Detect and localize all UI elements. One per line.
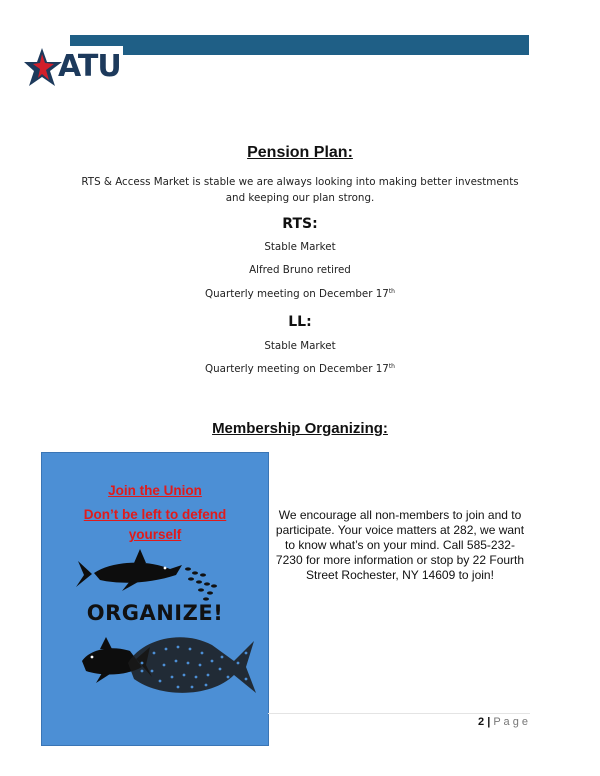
ll-line-meeting [0, 363, 600, 375]
page-number: 2 [478, 716, 485, 728]
pension-plan-heading: Pension Plan: [247, 144, 353, 161]
shark-fish-illustration [42, 453, 268, 745]
shark-top-icon [76, 549, 182, 591]
rts-heading: RTS: [282, 216, 318, 232]
atu-logo [24, 46, 134, 92]
pension-intro: RTS & Access Market is stable we are always looking into making better investments and keeping our plan strong. [81, 176, 519, 204]
poster-line-defend-2: yourself [128, 527, 182, 542]
poster-line-join: Join the Union [108, 483, 202, 498]
big-fish-school-icon [128, 637, 256, 693]
membership-encouragement-text: We encourage all non-members to join and to participate. Your voice matters at 282, we want to know what’s on your mind. Call 585-232-7230 for more information or stop by 22 Fourth Street Rochester, NY 14609 to join! [275, 508, 525, 582]
rts-meeting-sup: th [388, 288, 395, 295]
page-separator: | [487, 716, 491, 728]
ll-meeting-text: Quarterly meeting on December 17 [205, 363, 389, 375]
footer-divider [268, 713, 530, 714]
ll-line-market: Stable Market [264, 340, 336, 352]
rts-line-retired: Alfred Bruno retired [249, 264, 351, 276]
rts-line-meeting [0, 288, 600, 300]
ll-heading: LL: [288, 314, 312, 330]
header-bar [70, 35, 529, 55]
logo-text: ATU [58, 49, 121, 84]
rts-line-market: Stable Market [264, 241, 336, 253]
poster-organize-slogan: ORGANIZE! [86, 601, 224, 625]
page-label: P a g e [493, 716, 528, 728]
poster-line-defend-1: Don’t be left to defend [83, 507, 227, 522]
organize-poster [41, 452, 269, 746]
page-footer [478, 716, 528, 728]
rts-meeting-text: Quarterly meeting on December 17 [205, 288, 389, 300]
membership-heading: Membership Organizing: [212, 420, 388, 437]
ll-meeting-sup: th [388, 363, 395, 370]
small-fish-school-top [185, 567, 217, 600]
